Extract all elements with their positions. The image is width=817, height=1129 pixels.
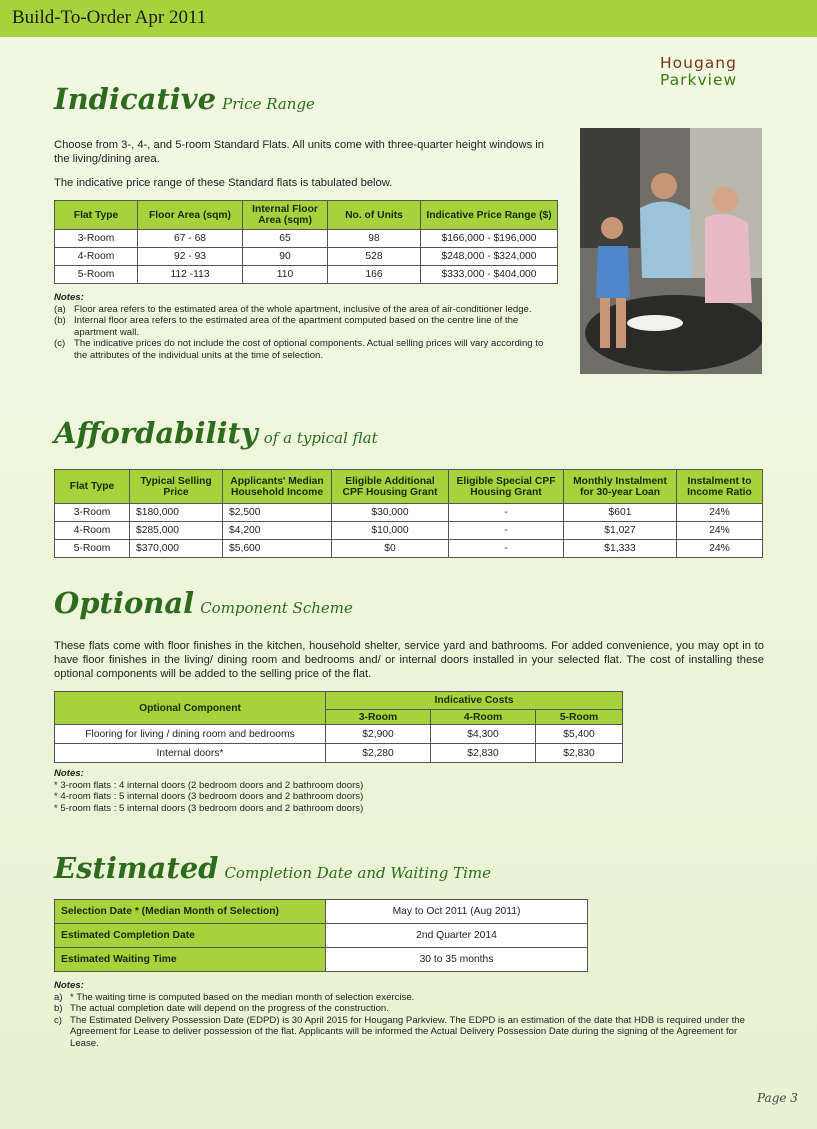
price-range-table — [54, 200, 558, 284]
afford-col-header: Flat Type — [55, 470, 130, 504]
optional-heading — [54, 586, 353, 620]
afford-col-header: Eligible Special CPF Housing Grant — [449, 470, 564, 504]
completion-table — [54, 899, 588, 972]
note-item — [54, 315, 554, 338]
table-row — [55, 948, 588, 972]
notes-title: Notes: — [54, 292, 84, 303]
notes-title: Notes: — [54, 980, 84, 991]
table-cell: 24% — [677, 540, 763, 558]
table-cell: $4,300 — [431, 725, 536, 744]
table-row — [55, 725, 623, 744]
affordability-table — [54, 469, 763, 558]
note-label: a) — [54, 991, 63, 1003]
completion-heading — [54, 851, 491, 885]
completion-notes — [54, 980, 759, 1050]
family-photo — [580, 128, 762, 374]
table-cell: Internal doors* — [55, 744, 326, 763]
table-cell: - — [449, 522, 564, 540]
afford-col-header: Instalment to Income Ratio — [677, 470, 763, 504]
optional-component-table — [54, 691, 623, 763]
completion-row-label: Selection Date * (Median Month of Selection) — [55, 900, 326, 924]
table-cell: $2,900 — [326, 725, 431, 744]
table-cell: 110 — [243, 266, 328, 284]
afford-col-header: Monthly Instalment for 30-year Loan — [564, 470, 677, 504]
note-text: The actual completion date will depend on the progress of the construction. — [70, 1003, 389, 1015]
project-logo — [660, 55, 770, 89]
price-col-header: Flat Type — [55, 201, 138, 230]
notes-title: Notes: — [54, 768, 84, 779]
table-cell: $1,333 — [564, 540, 677, 558]
completion-heading-big: Estimated — [54, 851, 219, 885]
table-cell: - — [449, 504, 564, 522]
completion-row-value: May to Oct 2011 (Aug 2011) — [326, 900, 588, 924]
afford-col-header: Eligible Additional CPF Housing Grant — [332, 470, 449, 504]
table-cell: $0 — [332, 540, 449, 558]
note-item — [54, 1015, 759, 1050]
table-cell: $4,200 — [223, 522, 332, 540]
table-cell: $370,000 — [130, 540, 223, 558]
table-cell: $5,600 — [223, 540, 332, 558]
table-cell: $5,400 — [536, 725, 623, 744]
table-row — [55, 504, 763, 522]
note-label: (a) — [54, 303, 66, 315]
note-label: (b) — [54, 315, 66, 327]
optional-heading-small: Component Scheme — [200, 599, 353, 617]
note-item: * 3-room flats : 4 internal doors (2 bedroom doors and 2 bathroom doors) — [54, 779, 364, 791]
price-heading-big: Indicative — [54, 82, 217, 116]
table-cell: 24% — [677, 522, 763, 540]
note-text: The Estimated Delivery Possession Date (EDPD) is 30 April 2015 for Hougang Parkview. The EDPD is an estimation of the date that HDB is required under the Agreement for Lease to deliver possession of the flat. Applicants will be informed the Actual Delivery Possession Date during the signing of the Agreement for Lease. — [70, 1014, 745, 1049]
price-col-header: No. of Units — [328, 201, 421, 230]
table-cell: 65 — [243, 230, 328, 248]
table-cell: $10,000 — [332, 522, 449, 540]
table-cell: $333,000 - $404,000 — [421, 266, 558, 284]
afford-heading — [54, 416, 378, 450]
price-col-header: Indicative Price Range ($) — [421, 201, 558, 230]
page-number: Page 3 — [757, 1091, 798, 1105]
table-cell: 4-Room — [55, 248, 138, 266]
table-cell: $2,830 — [431, 744, 536, 763]
table-cell: 5-Room — [55, 266, 138, 284]
logo-line-2: Parkview — [660, 71, 738, 89]
table-row — [55, 266, 558, 284]
logo-line-1: Hougang — [660, 54, 737, 72]
note-text: The indicative prices do not include the cost of optional components. Actual selling prices will vary according to the attributes of the individual units at the time of selection. — [74, 338, 544, 361]
note-item — [54, 304, 554, 316]
completion-row-label: Estimated Waiting Time — [55, 948, 326, 972]
price-notes — [54, 292, 554, 362]
completion-heading-small: Completion Date and Waiting Time — [224, 864, 491, 882]
optional-intro-paragraph: These flats come with floor finishes in the kitchen, household shelter, service yard and bathrooms. For added convenience, you may opt in to have floor finishes in the living/ dining room and bedrooms and/ or internal doors installed in your selected flat. The cost of installing these optional components will be added to the selling price of the flat. — [54, 640, 764, 680]
afford-col-header: Applicants' Median Household Income — [223, 470, 332, 504]
table-cell: $285,000 — [130, 522, 223, 540]
price-intro-paragraph: Choose from 3-, 4-, and 5-room Standard Flats. All units come with three-quarter height windows in the living/dining area. — [54, 139, 544, 165]
table-cell: $2,280 — [326, 744, 431, 763]
document-title: Build-To-Order Apr 2011 — [12, 7, 207, 28]
note-item — [54, 992, 759, 1004]
table-row — [55, 900, 588, 924]
afford-col-header: Typical Selling Price — [130, 470, 223, 504]
price-col-header: Internal Floor Area (sqm) — [243, 201, 328, 230]
optional-sub-col: 3-Room — [326, 710, 431, 725]
table-cell: 528 — [328, 248, 421, 266]
completion-row-value: 30 to 35 months — [326, 948, 588, 972]
note-item: * 4-room flats : 5 internal doors (3 bedroom doors and 2 bathroom doors) — [54, 791, 364, 803]
table-cell: 3-Room — [55, 230, 138, 248]
note-text: * The waiting time is computed based on the median month of selection exercise. — [70, 991, 415, 1003]
optional-sub-col: 4-Room — [431, 710, 536, 725]
table-cell: $2,830 — [536, 744, 623, 763]
table-cell: $166,000 - $196,000 — [421, 230, 558, 248]
optional-notes — [54, 768, 554, 814]
table-cell: Flooring for living / dining room and bedrooms — [55, 725, 326, 744]
note-label: c) — [54, 1014, 62, 1026]
table-cell: 5-Room — [55, 540, 130, 558]
note-item — [54, 1003, 759, 1015]
table-cell: 90 — [243, 248, 328, 266]
optional-sub-col: 5-Room — [536, 710, 623, 725]
table-cell: - — [449, 540, 564, 558]
table-cell: $2,500 — [223, 504, 332, 522]
table-row — [55, 248, 558, 266]
note-text: Internal floor area refers to the estimated area of the apartment computed based on the centre line of the apartment wall. — [74, 315, 519, 338]
table-cell: $180,000 — [130, 504, 223, 522]
optional-col-costs: Indicative Costs — [326, 692, 623, 710]
optional-col-component: Optional Component — [55, 692, 326, 725]
table-cell: 67 - 68 — [138, 230, 243, 248]
price-table-intro: The indicative price range of these Standard flats is tabulated below. — [54, 177, 393, 189]
note-item — [54, 338, 554, 361]
table-cell: $248,000 - $324,000 — [421, 248, 558, 266]
table-row — [55, 744, 623, 763]
table-cell: 92 - 93 — [138, 248, 243, 266]
note-text: Floor area refers to the estimated area of the whole apartment, inclusive of the area of air-conditioner ledge. — [74, 303, 532, 315]
table-cell: $1,027 — [564, 522, 677, 540]
table-cell: $30,000 — [332, 504, 449, 522]
afford-heading-small: of a typical flat — [263, 429, 378, 447]
table-cell: 112 -113 — [138, 266, 243, 284]
table-cell: $601 — [564, 504, 677, 522]
family-photo-illustration — [580, 128, 762, 374]
table-row — [55, 522, 763, 540]
header-bar — [0, 0, 817, 37]
optional-heading-big: Optional — [54, 586, 195, 620]
note-label: (c) — [54, 338, 66, 350]
table-cell: 24% — [677, 504, 763, 522]
table-row — [55, 540, 763, 558]
table-cell: 3-Room — [55, 504, 130, 522]
table-row — [55, 924, 588, 948]
price-heading — [54, 82, 315, 116]
table-row — [55, 230, 558, 248]
table-cell: 4-Room — [55, 522, 130, 540]
price-col-header: Floor Area (sqm) — [138, 201, 243, 230]
table-cell: 98 — [328, 230, 421, 248]
price-heading-small: Price Range — [222, 95, 315, 113]
note-label: b) — [54, 1003, 63, 1015]
table-cell: 166 — [328, 266, 421, 284]
completion-row-value: 2nd Quarter 2014 — [326, 924, 588, 948]
note-item: * 5-room flats : 5 internal doors (3 bedroom doors and 2 bathroom doors) — [54, 802, 364, 814]
completion-row-label: Estimated Completion Date — [55, 924, 326, 948]
afford-heading-big: Affordability — [54, 416, 258, 450]
